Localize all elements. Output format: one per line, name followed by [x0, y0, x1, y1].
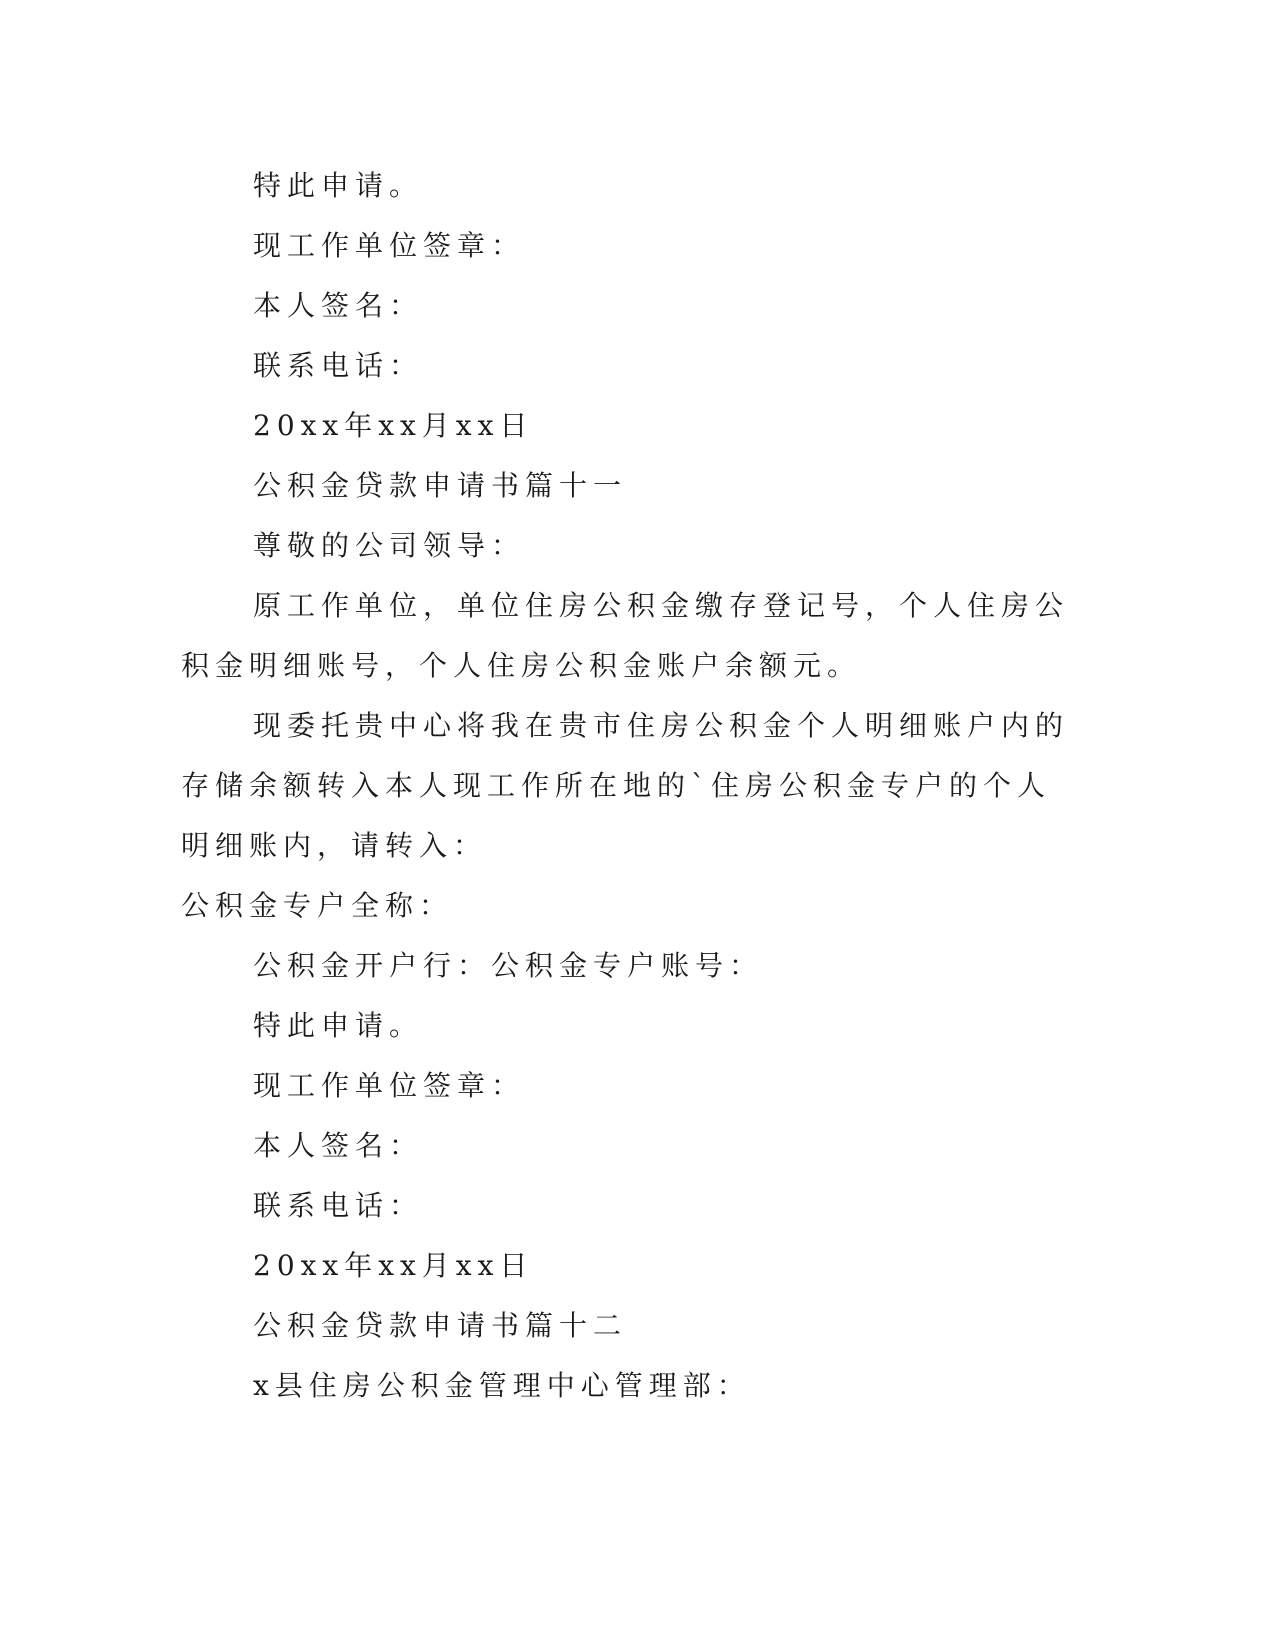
employer-seal-label: 现工作单位签章：	[253, 229, 526, 262]
section-heading: 公积金贷款申请书篇十一	[253, 469, 628, 502]
phone-label: 联系电话：	[253, 1189, 424, 1222]
employer-seal-label: 现工作单位签章：	[253, 1069, 526, 1102]
closing-text: 特此申请。	[253, 169, 424, 202]
date-line: 20xx年xx月xx日	[253, 409, 534, 442]
closing-text: 特此申请。	[253, 1009, 424, 1042]
salutation: x县住房公积金管理中心管理部：	[253, 1369, 751, 1402]
section-heading: 公积金贷款申请书篇十二	[253, 1309, 628, 1342]
signature-label: 本人签名：	[253, 289, 424, 322]
account-name-label: 公积金专户全称：	[181, 889, 454, 922]
body-paragraph: 原工作单位，单位住房公积金缴存登记号，个人住房公积金明细账号，个人住房公积金账户余额元。	[181, 589, 1070, 682]
date-line: 20xx年xx月xx日	[253, 1249, 534, 1282]
phone-label: 联系电话：	[253, 349, 424, 382]
body-paragraph: 现委托贵中心将我在贵市住房公积金个人明细账户内的存储余额转入本人现工作所在地的`住房公积金专户的个人明细账内，请转入：	[181, 709, 1070, 862]
signature-label: 本人签名：	[253, 1129, 424, 1162]
document-body	[181, 156, 1081, 1416]
salutation: 尊敬的公司领导：	[253, 529, 526, 562]
bank-account-label: 公积金开户行：公积金专户账号：	[253, 949, 764, 982]
